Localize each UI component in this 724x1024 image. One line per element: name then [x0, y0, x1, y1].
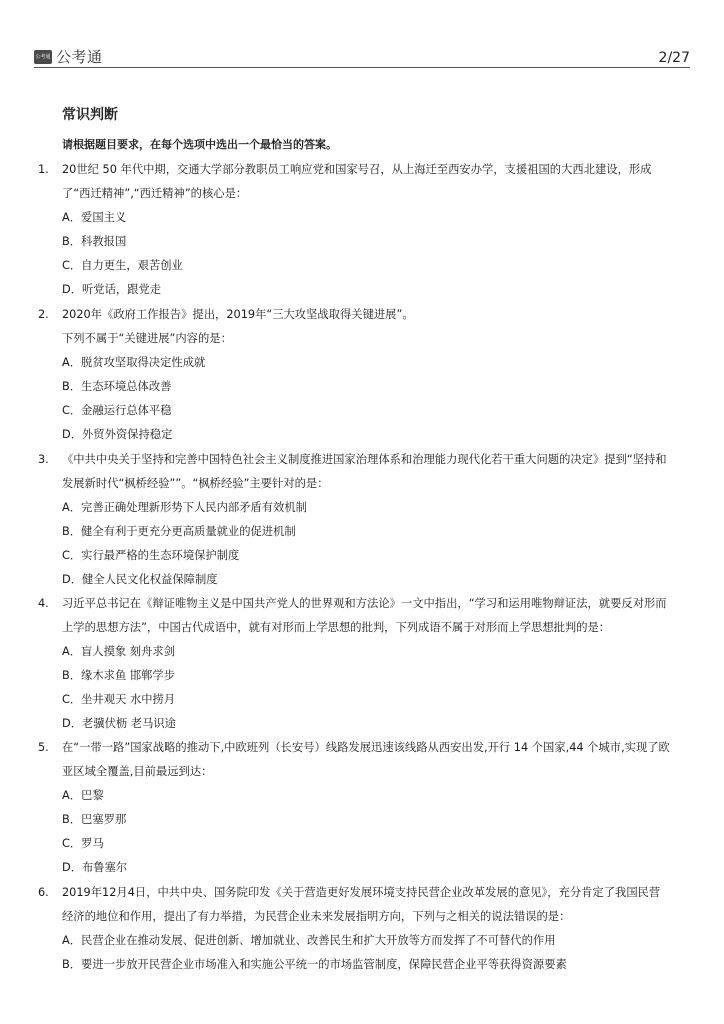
option-c: C．金融运行总体平稳 — [62, 404, 172, 417]
question-stem-line: 亚区域全覆盖,目前最远到达： — [62, 765, 213, 778]
page-number: 2/27 — [658, 50, 690, 66]
option-c: C．实行最严格的生态环境保护制度 — [62, 549, 240, 562]
question-stem-line: 经济的地位和作用，提出了有力举措，为民营企业未来发展指明方向，下列与之相关的说法错误的是： — [62, 910, 571, 923]
option-a: A．完善正确处理新形势下人民内部矛盾有效机制 — [62, 501, 307, 514]
question-1 — [38, 158, 694, 302]
question-stem-line: 上学的思想方法”，中国古代成语中，就有对形而上学思想的批判，下列成语不属于对形而上学思想批判的是： — [62, 621, 611, 634]
question-stem-line — [38, 448, 694, 472]
question-number: 1. — [38, 163, 49, 176]
question-4 — [38, 592, 694, 736]
question-stem-line: 发展新时代“枫桥经验””。“枫桥经验”主要针对的是： — [62, 477, 329, 490]
option-c: C．罗马 — [62, 837, 104, 850]
header-divider — [34, 67, 690, 68]
question-number: 2. — [38, 308, 49, 321]
question-stem-line: 下列不属于“关键进展”内容的是： — [62, 332, 232, 345]
option-b: B．缘木求鱼 邯郸学步 — [62, 669, 176, 682]
option-a: A．盲人摸象 刻舟求剑 — [62, 645, 175, 658]
option-a: A．爱国主义 — [62, 211, 127, 224]
question-stem-line — [38, 158, 694, 182]
option-b: B．要进一步放开民营企业市场准入和实施公平统一的市场监管制度，保障民营企业平等获得资源要素 — [62, 958, 567, 971]
question-number: 3. — [38, 453, 49, 466]
option-c: C．自力更生，艰苦创业 — [62, 259, 183, 272]
option-c: C．坐井观天 水中捞月 — [62, 693, 176, 706]
option-a: A．巴黎 — [62, 789, 104, 802]
question-5 — [38, 736, 694, 880]
option-a: A．脱贫攻坚取得决定性成就 — [62, 356, 206, 369]
question-6 — [38, 881, 694, 977]
section-title: 常识判断 — [62, 107, 118, 123]
section-instruction: 请根据题目要求，在每个选项中选出一个最恰当的答案。 — [62, 138, 337, 151]
question-number: 4. — [38, 597, 49, 610]
question-text: 习近平总书记在《辩证唯物主义是中国共产党人的世界观和方法论》一文中指出，“学习和运用唯物辩证法，就要反对形而 — [62, 597, 667, 610]
question-text: 在“一带一路”国家战略的推动下,中欧班列（长安号）线路发展迅速该线路从西安出发,开行 14 个国家,44 个城市,实现了欧 — [62, 741, 670, 754]
logo-icon: 公考通 — [34, 50, 52, 64]
question-stem-line — [38, 303, 694, 327]
question-text: 20世纪 50 年代中期，交通大学部分教职员工响应党和国家号召，从上海迁至西安办学，支援祖国的大西北建设，形成 — [62, 163, 652, 176]
question-2 — [38, 303, 694, 447]
option-d: D．听党话，跟党走 — [62, 283, 162, 296]
question-number: 6. — [38, 886, 49, 899]
logo — [34, 46, 103, 67]
question-text: 《中共中央关于坚持和完善中国特色社会主义制度推进国家治理体系和治理能力现代化若干重大问题的决定》提到“坚持和 — [62, 453, 667, 466]
option-a: A．民营企业在推动发展、促进创新、增加就业、改善民生和扩大开放等方而发挥了不可替代的作用 — [62, 934, 556, 947]
question-text: 2020年《政府工作报告》提出，2019年“三大攻坚战取得关键进展”。 — [62, 308, 414, 321]
question-number: 5. — [38, 741, 49, 754]
option-d: D．布鲁塞尔 — [62, 861, 128, 874]
question-stem-line — [38, 881, 694, 905]
question-stem-line: 了“西迁精神”,“西迁精神”的核心是： — [62, 187, 248, 200]
question-3 — [38, 448, 694, 592]
option-d: D．老骥伏枥 老马识途 — [62, 717, 176, 730]
option-b: B．科教报国 — [62, 235, 127, 248]
option-b: B．生态环境总体改善 — [62, 380, 172, 393]
option-d: D．外贸外资保持稳定 — [62, 428, 173, 441]
question-stem-line — [38, 736, 694, 760]
option-b: B．健全有利于更充分更高质量就业的促进机制 — [62, 525, 296, 538]
page-header — [0, 0, 724, 70]
question-text: 2019年12月4日，中共中央、国务院印发《关于营造更好发展环境支持民营企业改革发展的意见》，充分肯定了我国民营 — [62, 886, 661, 899]
option-d: D．健全人民文化权益保障制度 — [62, 573, 218, 586]
question-stem-line — [38, 592, 694, 616]
option-b: B．巴塞罗那 — [62, 813, 127, 826]
logo-text: 公考通 — [56, 48, 103, 66]
